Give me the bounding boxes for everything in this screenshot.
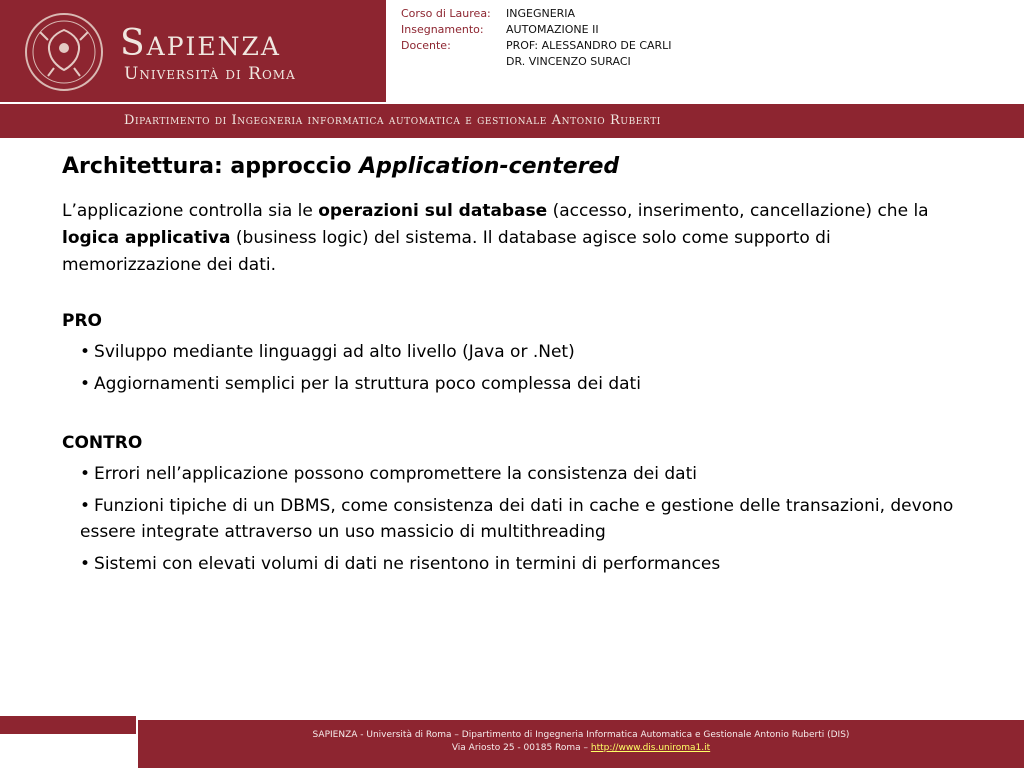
- list-item-text: Sistemi con elevati volumi di dati ne risentono in termini di performances: [94, 554, 721, 574]
- contro-list: [62, 461, 972, 577]
- course-info: [401, 6, 672, 70]
- pro-list: [62, 339, 972, 397]
- bullet-icon: •: [80, 374, 91, 394]
- list-item: [80, 551, 972, 577]
- course-info-row: [401, 6, 672, 22]
- list-item-text: Errori nell’applicazione possono compromettere la consistenza dei dati: [94, 464, 697, 484]
- intro-text: L’applicazione controlla sia le: [62, 201, 319, 221]
- brand-subtitle: Università di Roma: [124, 64, 296, 84]
- university-seal-icon: [24, 10, 104, 94]
- course-info-row: [401, 22, 672, 38]
- list-item: [80, 339, 972, 365]
- intro-text: (business logic) del sistema. Il database agisce solo come supporto di memorizzazione dei dati.: [62, 228, 831, 275]
- course-info-row: [401, 54, 672, 70]
- course-info-value: PROF: ALESSANDRO DE CARLI: [506, 39, 672, 52]
- slide-content: [62, 152, 972, 611]
- intro-bold-text: logica applicativa: [62, 228, 231, 248]
- course-info-value: DR. VINCENZO SURACI: [506, 55, 631, 68]
- footer-website-link[interactable]: http://www.dis.uniroma1.it: [590, 743, 711, 753]
- department-name: Dipartimento di Ingegneria informatica automatica e gestionale Antonio Ruberti: [124, 113, 661, 128]
- slide-title: [62, 152, 972, 182]
- slide-title-plain: Architettura: approccio: [62, 154, 352, 179]
- list-item: [80, 461, 972, 487]
- footer-accent-bar: [0, 716, 136, 734]
- intro-text: (accesso, inserimento, cancellazione) che la: [547, 201, 929, 221]
- list-item-text: Aggiornamenti semplici per la struttura poco complessa dei dati: [94, 374, 641, 394]
- footer-line-2: [138, 742, 1024, 755]
- intro-paragraph: [62, 198, 972, 279]
- bullet-icon: •: [80, 496, 91, 516]
- course-info-row: [401, 38, 672, 54]
- bullet-icon: •: [80, 342, 91, 362]
- course-info-label: [401, 54, 506, 70]
- brand-name: Sapienza: [120, 23, 281, 64]
- course-info-label: Corso di Laurea:: [401, 7, 491, 20]
- footer-line-1: SAPIENZA - Università di Roma – Dipartimento di Ingegneria Informatica Automatica e Gestionale Antonio Ruberti (DIS): [312, 730, 850, 740]
- header-brand-block: [0, 0, 386, 102]
- slide-title-italic: Application-centered: [359, 154, 620, 179]
- list-item-text: Funzioni tipiche di un DBMS, come consistenza dei dati in cache e gestione delle transazioni, devono essere integrate attraverso un uso massicio di multithreading: [80, 496, 954, 542]
- course-info-value: INGEGNERIA: [506, 7, 576, 20]
- course-info-value: AUTOMAZIONE II: [506, 23, 599, 36]
- course-info-label: Docente:: [401, 39, 451, 52]
- footer-address: Via Ariosto 25 - 00185 Roma –: [451, 743, 591, 753]
- department-banner: [0, 104, 1024, 138]
- intro-bold-text: operazioni sul database: [318, 201, 548, 221]
- bullet-icon: •: [80, 464, 91, 484]
- pro-heading: PRO: [62, 311, 103, 331]
- bullet-icon: •: [80, 554, 91, 574]
- list-item: [80, 493, 972, 545]
- course-info-label: Insegnamento:: [401, 23, 484, 36]
- list-item-text: Sviluppo mediante linguaggi ad alto livello (Java or .Net): [94, 342, 575, 362]
- list-item: [80, 371, 972, 397]
- footer: [138, 720, 1024, 768]
- contro-heading: CONTRO: [62, 433, 143, 453]
